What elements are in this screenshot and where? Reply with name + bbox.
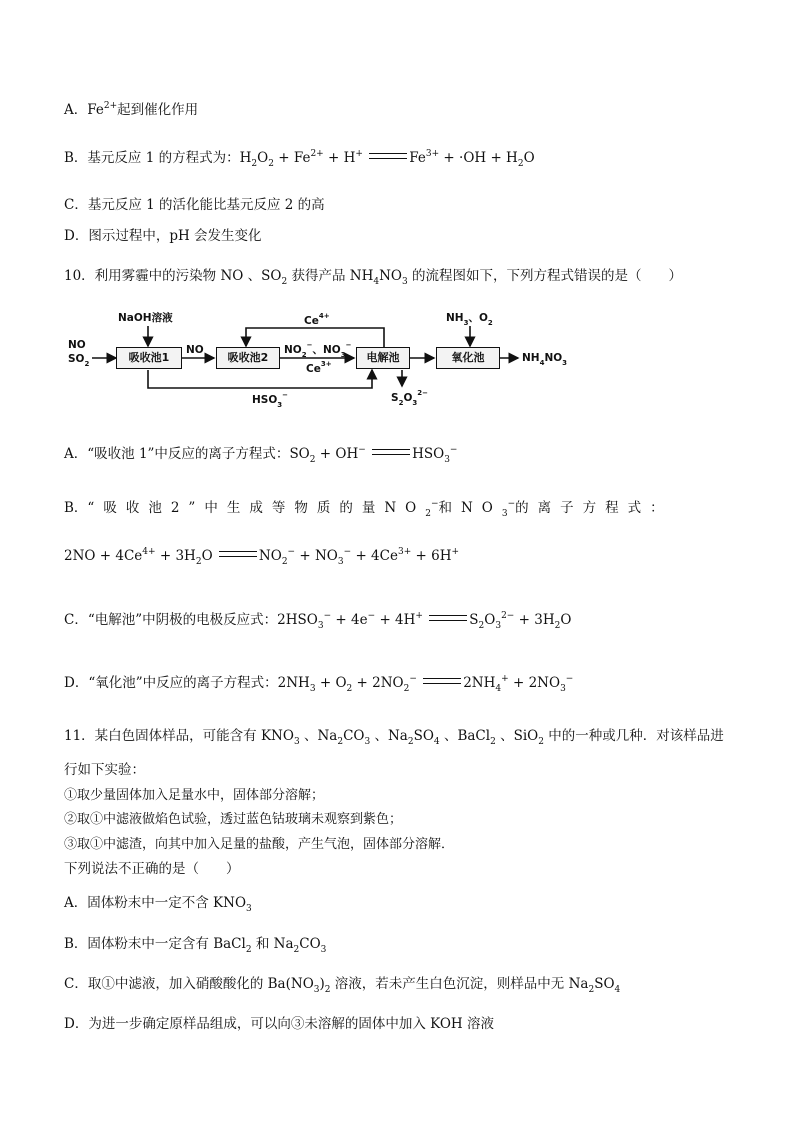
q10-option-b: B．“吸收池2”中生成等物质的量$NO_2^-$和$NO_3^-$的离子方程式： — [64, 499, 673, 519]
ce4-label: $Ce^{4+}$ — [304, 312, 330, 327]
no-mid-label: NO — [186, 344, 204, 356]
q11-option-c: C．取①中滤液，加入硝酸酸化的 $Ba(NO_3)_2$ 溶液，若未产生白色沉淀，则样品中无 $Na_2SO_4$ — [64, 976, 621, 995]
q10-option-a: A．“吸收池 1”中反应的离子方程式：$SO_2 + OH^-$ $HSO_3^-$ — [64, 445, 458, 465]
q11-option-b: B．固体粉末中一定含有 BaCl$_2$ 和 $Na_2CO_3$ — [64, 936, 327, 955]
absorption-tank-1: 吸收池1 — [116, 347, 182, 369]
q11-question: 下列说法不正确的是（ ） — [64, 861, 240, 877]
nh3-o2-label: $NH_3$、$O_2$ — [446, 312, 493, 327]
q9-option-b: B．基元反应 1 的方程式为：$H_2O_2 + Fe^{2+} + H^+$ $Fe^{3+} + \cdot OH + H_2O$ — [64, 149, 535, 169]
absorption-tank-2: 吸收池2 — [216, 347, 280, 369]
q9-option-c: C．基元反应 1 的活化能比基元反应 2 的高 — [64, 197, 325, 213]
q11-step-3: ③取①中滤渣，向其中加入足量的盐酸，产生气泡，固体部分溶解． — [64, 837, 455, 852]
q10-b-equation: $2NO + 4Ce^{4+} + 3H_2O$ $NO_2^- + NO_3^- + 4Ce^{3+} + 6H^+$ — [64, 547, 460, 567]
q9-b-equation: $H_2O_2 + Fe^{2+} + H^+$ $Fe^{3+} + \cdot OH + H_2O$ — [239, 149, 535, 169]
q10-option-c: C．“电解池”中阴极的电极反应式：$2HSO_3^- + 4e^- + 4H^+$ $S_2O_3^{2-} + 3H_2O$ — [64, 611, 572, 631]
inlet-no-label: NO — [68, 339, 86, 351]
nitrite-nitrate-label: $NO_2^-$、$NO_3^-$ — [284, 341, 352, 359]
q9-option-a: A．$Fe^{2+}$起到催化作用 — [64, 101, 199, 118]
product-label: $NH_4NO_3$ — [522, 352, 568, 367]
q9-option-d: D．图示过程中，pH 会发生变化 — [64, 228, 262, 244]
electrolysis-cell: 电解池 — [356, 347, 410, 369]
oxidation-tank: 氧化池 — [436, 347, 500, 369]
ce3-label: $Ce^{3+}$ — [306, 360, 332, 375]
q11-stem: 11．某白色固体样品，可能含有 $KNO_3$ 、$Na_2CO_3$ 、$Na_2SO_4$ 、BaCl$_2$ 、SiO$_2$ 中的一种或几种．对该样品进 — [64, 728, 724, 747]
q10-c-equation: $2HSO_3^- + 4e^- + 4H^+$ $S_2O_3^{2-} + 3H_2O$ — [277, 611, 572, 631]
q10-a-equation: $SO_2 + OH^-$ $HSO_3^-$ — [289, 445, 458, 465]
q11-step-1: ①取少量固体加入足量水中，固体部分溶解； — [64, 788, 325, 803]
inlet-so2-label: $SO_2$ — [68, 353, 90, 368]
hso3-label: $HSO_3^-$ — [252, 391, 289, 409]
q11-step-2: ②取①中滤液做焰色试验，透过蓝色钴玻璃未观察到紫色； — [64, 812, 403, 827]
q11-option-a: A．固体粉末中一定不含 $KNO_3$ — [64, 895, 252, 914]
q11-option-d: D．为进一步确定原样品组成，可以向③未溶解的固体中加入 KOH 溶液 — [64, 1016, 494, 1032]
q10-flow-diagram — [66, 306, 586, 414]
q10-stem: 10．利用雾霾中的污染物 NO 、$SO_2$ 获得产品 $NH_4NO_3$ 的流程图如下，下列方程式错误的是（ ） — [64, 268, 683, 287]
naoh-label: NaOH溶液 — [118, 312, 173, 324]
q11-stem-line2: 行如下实验： — [64, 762, 145, 778]
thiosulfate-label: $S_2O_3^{2-}$ — [391, 389, 428, 407]
q10-option-d: D．“氧化池”中反应的离子方程式：$2NH_3 + O_2 + 2NO_2^-$ $2NH_4^+ + 2NO_3^-$ — [64, 674, 574, 694]
q10-d-equation: $2NH_3 + O_2 + 2NO_2^-$ $2NH_4^+ + 2NO_3^-$ — [277, 674, 574, 694]
